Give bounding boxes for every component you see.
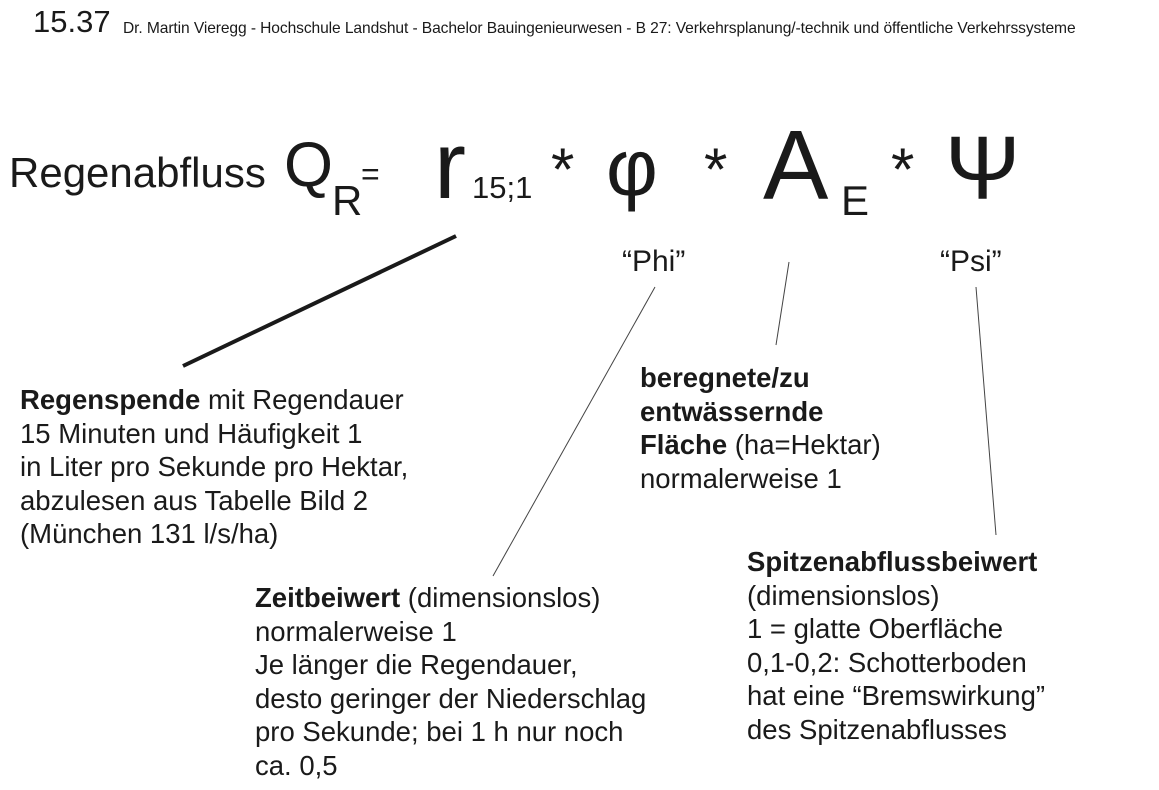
formula-a-sub: E [841,177,870,224]
formula-psi: Ψ [945,119,1021,219]
annotation-zeitbeiwert [255,581,646,783]
connector-regenspende [183,236,456,366]
formula-times: * [704,136,728,203]
regenspende-title-rest: mit Regendauer [200,384,404,415]
spitzen-title: Spitzenabflussbeiwert [747,546,1038,577]
text-line: normalerweise 1 [640,462,842,494]
formula-equals: = [361,156,380,192]
formula-q-sub: R [332,177,363,224]
flaeche-title: Fläche [640,429,728,461]
header-subtitle: Dr. Martin Vieregg - Hochschule Landshut - Bachelor Bauingenieurwesen - B 27: Verkehrsplanung/-technik und öffentliche Verkehrssysteme [123,20,1076,37]
formula-r-sub: 15;1 [472,170,533,205]
connector-flaeche [776,262,789,345]
text-line: desto geringer der Niederschlag [255,682,647,714]
text-line: pro Sekunde; bei 1 h nur noch [255,716,624,748]
flaeche-title: entwässernde [640,395,824,427]
formula-a: A [763,110,829,220]
text-line: ca. 0,5 [255,749,338,781]
flaeche-title: beregnete/zu [640,362,810,393]
text-line: 1 = glatte Oberfläche [747,613,1004,645]
text-line: abzulesen aus Tabelle Bild 2 [20,484,369,516]
zeitbeiwert-title: Zeitbeiwert [255,582,401,613]
formula-q: Q [284,130,334,200]
formula-r: r [434,112,466,219]
text-line: des Spitzenabflusses [747,713,1007,745]
formula-label: Regenabfluss [9,149,266,196]
connector-zeitbeiwert [493,287,655,576]
text-line: normalerweise 1 [255,615,457,647]
regenspende-title: Regenspende [20,384,201,415]
text-line: in Liter pro Sekunde pro Hektar, [20,451,409,483]
text-line: (München 131 l/s/ha) [20,518,279,550]
connector-spitzen [976,287,996,535]
text-line: Je länger die Regendauer, [255,649,578,681]
zeitbeiwert-title-rest: (dimensionslos) [400,582,601,613]
text-line: (dimensionslos) [747,579,940,611]
text-line: 0,1-0,2: Schotterboden [747,646,1027,678]
annotation-flaeche [640,361,881,495]
formula-times: * [891,136,915,203]
formula-times: * [551,136,575,203]
flaeche-title-rest: (ha=Hektar) [727,429,881,461]
annotation-regenspende [20,383,408,551]
text-line: hat eine “Bremswirkung” [747,680,1046,712]
formula-phi: φ [606,123,658,212]
phi-name: “Phi” [622,245,686,278]
annotation-spitzenabfluss [747,545,1045,747]
text-line: 15 Minuten und Häufigkeit 1 [20,417,363,449]
psi-name: “Psi” [940,245,1002,278]
page-number: 15.37 [33,4,111,39]
